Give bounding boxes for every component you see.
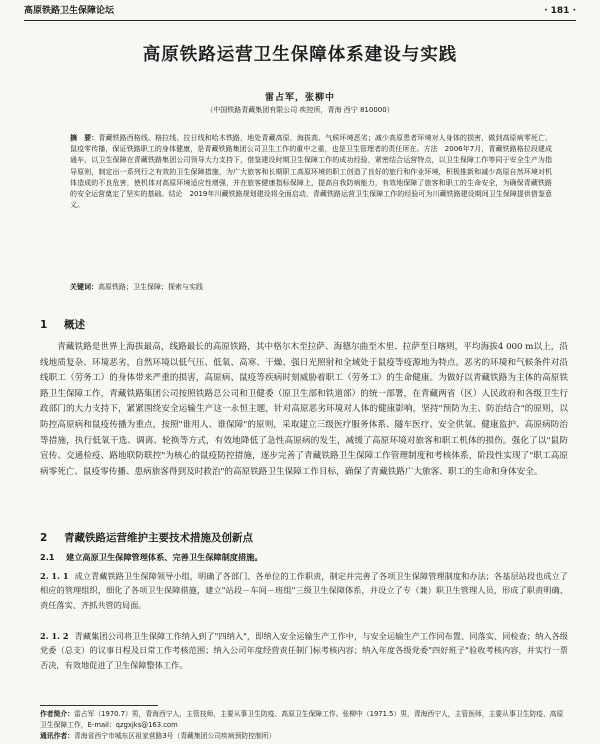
affiliation: （中国铁路青藏集团有限公司 疾控所，青海 西宁 810000） [206, 106, 394, 114]
running-head-journal: 高原铁路卫生保障论坛 [24, 6, 115, 16]
section-1-body: 青藏铁路是世界上海拔最高，线路最长的高原铁路，其中格尔木至拉萨、海德尔曲至木里、拉萨至日喀则，平均海拔4 000 m以上，沿线地质复杂、环境恶劣，自然环境以低气压、低氧、高寒、干燥、强日光照射和全域处于鼠疫等疫源地为特点。恶劣的环境和气候条件对沿线职工（劳务工）的身体带来严重的损害，高原病、鼠疫等疾病时刻威胁着职工（劳务工）的生命健康。为做好以青藏铁路为主体的高原铁路卫生保障工作，青藏铁路集团公司按照铁路总公司和卫健委（原卫生部和铁道部）的统一部署，在青藏两省（区）人民政府和各级卫生行政部门的大力支持下，紧紧围绕安全运输生产这一永恒主题，针对高原恶劣环境对人体的健康影响，坚持"预防为主、防治结合"的原则，以防控高原病和鼠疫传播为重点，按照"谁用人、谁保障"的原则，采取建立三级医疗服务体系、隧车医疗、安全供氧、健康监护、高原病防治等措施，执行低氧干选、调离、轮换等方式，有效地降低了急性高原病的发生，减缓了高原环境对旅客和职工机体的损伤。强化了以"鼠防宣传、交通检疫、路地联防联控"为核心的鼠疫防控措施，逐步完善了青藏铁路卫生保障工作管理制度和考核体系，阶段性实现了"职工高原病零死亡、鼠疫零传播、患病旅客得到及时救治"的高原铁路卫生保障工作目标，确保了青藏铁路广大旅客、职工的生命和身体安全。 [40, 342, 568, 477]
footnote-author-label: 作者简介： [40, 710, 74, 718]
section-heading-1 [40, 317, 85, 332]
paragraph-number: 2. 1. 2 [40, 631, 69, 641]
abstract-text: 青藏铁路西格线、格拉线、拉日线和哈木铁路，地处青藏高原，海拔高、气候环境恶劣；减少高原患者环境对人身体的损害，做到高原病零死亡、鼠疫零传播，保证铁路职工的身体健康，是青藏铁路集团公司卫生工作的重中之重，也是卫生管理者的责任所在。方法 2006年7月，青藏铁路格拉段建成通车，以卫生保障在青藏铁路集团公司领导大力支持下，借鉴建设时期卫生保障工作的成功经验，紧密结合运营特点，以卫生保障工作等同于安全生产为指导原则，制定出一系列行之有效的卫生保障措施，为广大旅客和长期职工高原环境的职工创造了良好的旅行和作业环境，积极推新和减少高原自然环境对机体造成的不良危害，使机体对高原环境适应性增强，并在旅客健康指标保障上，提高自我防病能力，有效地保障了旅客和职工的生命安全，为确保青藏铁路的安全运营奠定了坚实的基础。结论 2019年川藏铁路规划建设将全面启动，青藏铁路运营卫生保障工作的经验可为川藏铁路建设期间卫生保障提供借鉴意义。 [70, 134, 552, 210]
abstract-label: 摘 要： [70, 134, 99, 142]
footnote-rule [40, 705, 158, 706]
paragraph-text: 成立青藏铁路卫生保障领导小组，明确了各部门、各单位的工作职责，制定并完善了各项卫生保障管理制度和办法；各基层站段也成立了相应的管理组织，细化了各项卫生保障措施，建立"站段－车间－班组"三级卫生保障体系，并设立了专（兼）职卫生管理人员，形成了职责明确、责任落实、齐抓共管的局面。 [40, 571, 568, 610]
footnote-author-text: 雷占军（1970.7）男，青海西宁人，主管技师，主要从事卫生防疫、高原卫生保障工作。张柳中（1971.5）男，青海西宁人，主管医师，主要从事卫生防疫、高原卫生保障工作，E-mail：qzgxjks@163.com [40, 710, 564, 729]
paragraph-2-1-1 [40, 569, 568, 612]
paper-title: 高原铁路运营卫生保障体系建设与实践 [142, 45, 458, 65]
footnote-address [40, 731, 568, 742]
section-title: 青藏铁路运营维护主要技术措施及创新点 [64, 532, 253, 544]
paragraph-2-1-2 [40, 629, 568, 672]
footnote [40, 709, 568, 742]
keywords-text: 高原铁路；卫生保障；探索与实践 [98, 283, 203, 291]
footnote-address-label: 通讯作者： [40, 732, 74, 740]
author-line: 雷占军，张柳中 [264, 93, 335, 103]
section-number: 2 [40, 532, 48, 544]
section-number: 1 [40, 319, 48, 331]
subsection-heading [40, 552, 263, 563]
abstract [70, 133, 552, 211]
subsection-title: 建立高原卫生保障管理体系、完善卫生保障制度措施。 [66, 552, 263, 562]
paragraph-text: 青藏集团公司将卫生保障工作纳入到了"四纳入"，即纳入安全运输生产工作中，与安全运输生产工作同布置、同落实、同检查；纳入各级党委（总支）的议事日程及日常工作考核范围；纳入公司年度经营责任制门标考核内容；纳入年度各级党委"四好班子"验收考核内容，并实行一票否决，有效地促进了卫生保障整体工作。 [40, 631, 568, 670]
paragraph-number: 2. 1. 1 [40, 571, 69, 581]
subsection-number: 2.1 [40, 552, 55, 562]
keywords-label: 关键词： [70, 283, 98, 291]
section-heading-2 [40, 530, 253, 545]
footnote-address-text: 青海省西宁市城东区祖家营路3号（青藏集团公司疾病预防控制所） [73, 732, 276, 740]
footnote-author [40, 709, 568, 731]
running-head [24, 4, 576, 21]
page-number: · 181 · [544, 6, 576, 16]
keywords [70, 282, 552, 293]
section-title: 概述 [64, 319, 85, 331]
